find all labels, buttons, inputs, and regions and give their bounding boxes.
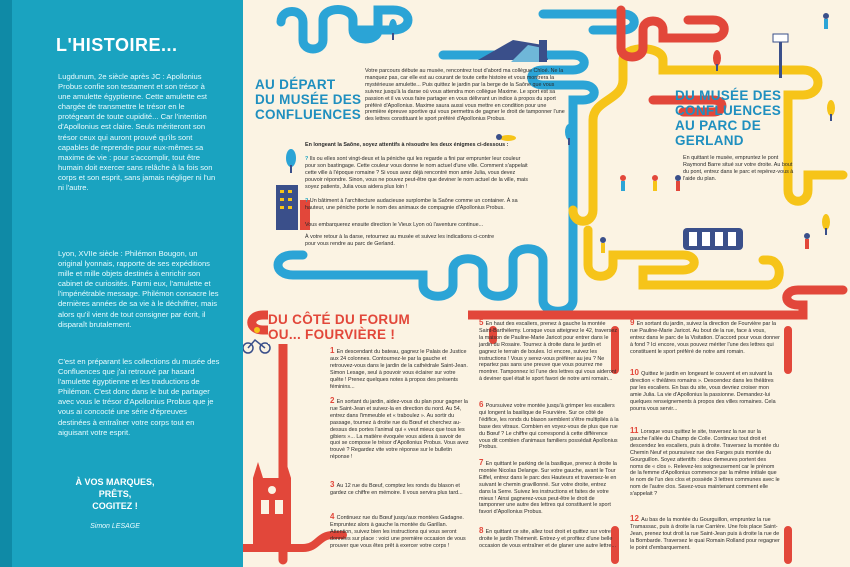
step-5 <box>479 320 619 383</box>
cathedral-illustration <box>253 462 291 548</box>
step-10 <box>630 370 780 412</box>
heading-confluences-gerland <box>675 88 805 148</box>
step-10-text: Quittez le jardin en longeant le couvent et en suivant la direction « théâtres romains ». Descendez dans les théâtres par les escaliers. En bas du site, vous devriez croiser mon amie Julia. La vie d'Apollonius la passionne. Demandez-lui quelques renseignements à propos des villes romaines. Cela pourra vous servir... <box>630 371 776 412</box>
step-11 <box>630 428 780 498</box>
heading-forum-line-2: OU... FOURVIÈRE ! <box>268 327 396 342</box>
blue-route-path <box>281 10 408 50</box>
step-8-text: En quittant ce site, allez tout droit et quittez sur votre droite le jardin Thémenit. Entrez-y et profitez d'une belle occasion de vous entraîner et de glaner une autre lettre... <box>479 529 616 549</box>
swimmer-illustration <box>496 134 516 141</box>
step-8-number: 8 <box>479 526 486 535</box>
intro-text: Votre parcours débute au musée, rencontrez tout d'abord ma collègue Chloé. Ne la manquez pas, car elle est au courant de toute cette histoire et vous montrera la mystérieuse amulette... Puis quittez le jardin par la berge de la Saône que vous suivrez jusqu'à la darse où vous attendra mon collègue Maxime. Le sport est sa passion et il va vous faire partager en vous délivrant un indice à propos du sport préféré d'Apollonius. Maxime saura aussi vous mettre en condition pour une première épreuve sportive qui vous permettra de gagner le droit de tamponner l'une des lettres constituant le sport préféré d'Apollonius Probus. <box>365 68 565 123</box>
cta-line-3: COGITEZ ! <box>92 501 138 511</box>
step-3-text: Au 12 rue du Bœuf, comptez les ronds du blason et gardez ce chiffre en mémoire. Il vous servira plus tard... <box>330 483 463 496</box>
panel-edge-stripe <box>0 0 12 567</box>
step-12-text: Au bas de la montée du Gourguillon, empruntez la rue Tramassac, puis à droite la rue Carrière. Une fois place Saint-Jean, prenez tout droit la rue Saint-Jean puis à droite la rue de la Bombarde. Traversez le quai Romain Rolland pour regagner le point d'embarquement. <box>630 517 780 551</box>
saone-instructions: En longeant la Saône, soyez attentifs à résoudre les deux énigmes ci-dessous : <box>305 142 509 148</box>
enigme-1-bullet-icon: ? <box>305 156 310 162</box>
step-2-text: En sortant du jardin, aidez-vous du plan pour gagner la rue Saint-Jean et suivez-la en direction du nord. Au 54, entrez dans l'immeuble et « traboulez ». Au sortir du passage, tournez à droite rue du Bœuf et cherchez au-dessus des portes l'animal qui « veut mieux que tous les gibiers »... La matière évoquée vous aidera à savoir de quoi se compose le trésor d'Apollonius Probus. Vous avez trouvé ? Regardez vite votre réponse sur le bulletin réponse ! <box>330 399 469 461</box>
heading-depart-line-3: CONFLUENCES <box>255 107 362 122</box>
step-1-number: 1 <box>330 346 337 355</box>
call-to-action <box>60 476 170 512</box>
heading-gerland-line-3: AU PARC DE <box>675 118 762 133</box>
heading-gerland-line-2: CONFLUENCES <box>675 103 782 118</box>
step-7-number: 7 <box>479 458 486 467</box>
enigme-2-text: Un bâtiment à l'architecture audacieuse surplombe la Saône comme un container. À sa hauteur, une péniche porte le nom des animaux de compagnie d'Apollonius Probus. <box>305 198 518 211</box>
enigme-1-text: Ils ou elles sont vingt-deux et la péniche qui les regarde a fini par emprunter leur couleur pour son bastingage. Cette couleur vous donne le nom actuel d'une ville. Comment s'appelait cette ville à l'époque romaine ? Si vous avez déjà rencontré mon amie Julia, vous devez pouvoir répondre. Sinon, vous ne pouvez peut-être que deviner le nom actuel de la ville, mais soyez patients, Julia vous aidera plus loin ! <box>305 156 528 190</box>
step-10-number: 10 <box>630 368 642 377</box>
enigme-2 <box>305 198 530 212</box>
cta-line-2: PRÊTS, <box>98 489 132 499</box>
step-9-text: En sortant du jardin, suivez la direction de Fourvière par la rue Pauline-Marie Jaricot. Au bout de la rue, face à vous, entrez dans le parc de la Visitation. D'accord pour vous donner à fond ? Ici encore, vous pouvez mériter l'une des lettres qui constituent le sport préféré de notre ami romain. <box>630 321 780 355</box>
heading-gerland-line-4: GERLAND <box>675 133 744 148</box>
heading-forum-fourviere <box>268 310 468 344</box>
story-paragraph-2: Lyon, XVIIe siècle : Philémon Bougon, un original lyonnais, rapporte de ses expéditions mille et mille objets destinés à enrichir son cabinet de curiosités. Parmi eux, l'amulette et l'impénétrable message. Philémon consacre les dernières années de sa vie à le déchiffrer, mais alors qu'il vient de tout consigner par écrit, il disparaît brutalement. <box>58 249 219 329</box>
step-5-number: 5 <box>479 318 486 327</box>
step-1-text: En descendant du bateau, gagnez le Palais de Justice aux 24 colonnes. Contournez-le par la gauche et retrouvez-vous dans le jardin de la cathédrale Saint-Jean. Simon Lesage, seul à pouvoir vous éclairer sur votre quête ! Prenez quelques notes à propos des présents féminins... <box>330 349 468 390</box>
step-11-number: 11 <box>630 426 641 435</box>
step-4 <box>330 514 470 550</box>
stadium-illustration <box>683 228 743 250</box>
step-9-number: 9 <box>630 318 637 327</box>
retour-text: À votre retour à la darse, retournez au musée et suivez les indications ci-contre pour vous rendre au parc de Gerland. <box>305 234 495 247</box>
signature: Simon LESAGE <box>90 523 140 530</box>
step-3-number: 3 <box>330 480 337 489</box>
story-panel <box>0 0 243 567</box>
step-2 <box>330 398 470 461</box>
gerland-instructions: En quittant le musée, empruntez le pont Raymond Barre situé sur votre droite. Au bout du pont, entrez dans le parc et repérez-vous à l'aide du plan. <box>683 155 794 182</box>
step-1 <box>330 348 470 390</box>
step-4-text: Continuez rue du Bœuf jusqu'aux montées Gadagne. Empruntez alors à gauche la montée du Garillan. Attention, suivez bien les instructions qui vous seront données sur place : voici une première occasion de vous prouver que vous êtes prêt à exercer votre corps ! <box>330 515 466 549</box>
step-6-number: 6 <box>479 400 486 409</box>
heading-depart-confluences <box>255 77 375 122</box>
story-paragraph-1: Lugdunum, 2e siècle après JC : Apollonius Probus confie son testament et son trésor à une amulette égyptienne. Cette amulette est chargée de transmettre le trésor en le protégeant de toute cupidité... Car l'intention d'Apollonius est claire. Seuls mériteront son trésor ceux qui auront prouvé qu'ils sont capables de reprendre pour eux-mêmes sa maxime de vie : pour s'accomplir, tout être humain doit exercer sans relâche à la fois son corps et son esprit, sans jamais négliger ni l'un ni l'autre. <box>58 72 216 193</box>
step-7-text: En quittant le parking de la basilique, prenez à droite la montée Nicolas Delange. Sur votre gauche, avant le Tour Eiffel, entrez dans le parc des Hauteurs et traversez-le en suivant le chemin gravillonné. Sur votre droite, entrez dans la Serre. Suivez les instructions et faites de votre mieux ! Ainsi gagnerez-vous peut-être le droit de tamponner une autre des lettres qui constituent le sport favori d'Apollonius Probus. <box>479 461 617 516</box>
heading-gerland-line-1: DU MUSÉE DES <box>675 88 782 103</box>
story-paragraph-3: C'est en préparant les collections du musée des Confluences que j'ai retrouvé par hasard l'amulette égyptienne et les traductions de Philémon. C'est donc dans le but de partager avec vous le trésor d'Apollonius Probus que je vous ai concocté une série d'épreuves destinées à entraîner votre corps tout en aiguisant votre esprit. <box>58 357 220 437</box>
heading-depart-line-1: AU DÉPART <box>255 77 336 92</box>
step-9 <box>630 320 780 356</box>
enigme-1 <box>305 156 530 191</box>
step-4-number: 4 <box>330 512 337 521</box>
step-12-number: 12 <box>630 514 642 523</box>
story-title: L'HISTOIRE... <box>56 35 178 55</box>
heading-depart-line-2: DU MUSÉE DES <box>255 92 362 107</box>
step-8 <box>479 528 619 550</box>
step-12 <box>630 516 780 552</box>
heading-forum-line-1: DU CÔTÉ DU FORUM <box>268 312 411 327</box>
step-2-number: 2 <box>330 396 337 405</box>
step-6-text: Poursuivez votre montée jusqu'à grimper les escaliers qui longent la basilique de Fourvière. Sur ce côté de l'édifice, les ronds du blason semblent s'être multipliés à la base des vitraux. Combien en voyez-vous de plus que rue du Bœuf ? Le chiffre qui correspond à cette différence vous dit combien d'animaux familiers possédait Apollonius Probus. <box>479 403 619 451</box>
step-6 <box>479 402 619 451</box>
embarquez-text: Vous embarquerez ensuite direction le Vieux Lyon où l'aventure continue... <box>305 222 484 228</box>
enigme-2-bullet-icon: ? <box>305 198 310 204</box>
step-5-text: En haut des escaliers, prenez à gauche la montée Saint-Barthélemy. Lorsque vous atteignez le 42, traversez la maison de Pauline-Marie Jaricot pour entrer dans le jardin du Rosaire. Tournez à droite dans le jardin et gagnez le terrain de boules. Ici encore, suivez les instructions ! Vous y serez-vous préfèrer au jeu ? Ne repartez pas sans une preuve que vous pourrez me montrer. Tamponnez ici l'une des lettres qui vous aideront à deviner quel était le sport favori de notre ami romain... <box>479 321 618 383</box>
step-3 <box>330 482 470 497</box>
cta-line-1: À VOS MARQUES, <box>75 477 155 487</box>
step-11-text: Lorsque vous quittez le site, traversez la rue sur la gauche l'allée du Champ de Colle. Continuez tout droit et descendez les escaliers, puis à droite. Traversez la montée du Chemin Neuf et poursuivez rue des Farges puis montée du Gourguillon. Soyez attentifs : deux demeures portent des noms de « clos ». Relevez-les soigneusement car le prénom de la femme d'Apollonius commence par la même initiale que le nom de l'un des clos et possède 3 lettres communes avec le nom de l'autre clos. Savez-vous maintenant comment elle s'appelait ? <box>630 429 780 498</box>
step-7 <box>479 460 619 516</box>
route-map <box>243 0 850 567</box>
